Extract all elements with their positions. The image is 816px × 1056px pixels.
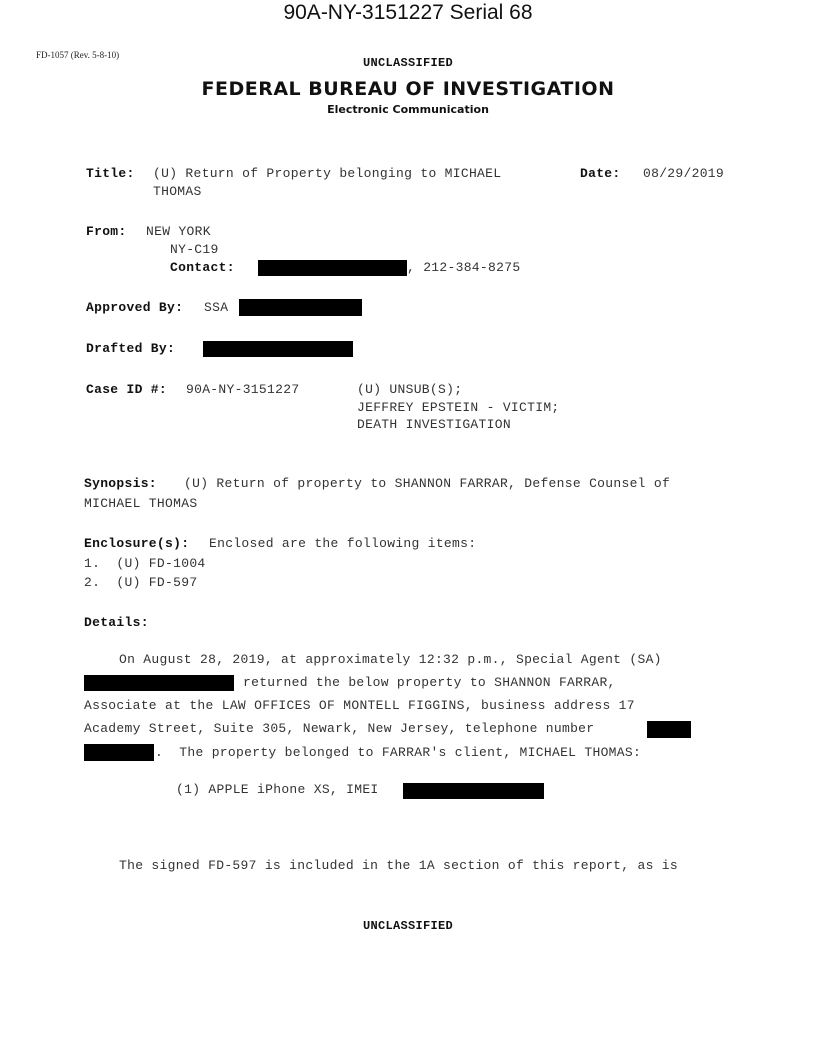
- details-line-3: Associate at the LAW OFFICES OF MONTELL FIGGINS, business address 17: [84, 698, 635, 713]
- approved-by-value: SSA: [204, 300, 229, 315]
- case-desc-2: JEFFREY EPSTEIN - VICTIM;: [357, 400, 560, 415]
- case-id-value: 90A-NY-3151227: [186, 382, 300, 397]
- case-id-label: Case ID #:: [86, 382, 168, 397]
- contact-label: Contact:: [170, 260, 235, 275]
- enclosures-intro: Enclosed are the following items:: [209, 536, 477, 551]
- form-number: FD-1057 (Rev. 5-8-10): [36, 50, 120, 60]
- classification-top: UNCLASSIFIED: [362, 56, 453, 70]
- from-office: NEW YORK: [146, 224, 211, 239]
- classification-bottom: UNCLASSIFIED: [362, 919, 453, 933]
- details-label: Details:: [84, 615, 149, 630]
- redaction-phone-part-2: [84, 744, 154, 761]
- details-line-2: returned the below property to SHANNON FARRAR,: [243, 675, 616, 690]
- from-squad: NY-C19: [170, 242, 219, 257]
- title-label: Title:: [86, 166, 135, 181]
- synopsis-label: Synopsis:: [84, 476, 157, 491]
- enclosure-item: 2. (U) FD-597: [84, 575, 198, 590]
- title-line-1: (U) Return of Property belonging to MICHAEL: [153, 166, 502, 181]
- serial-number: 90A-NY-3151227 Serial 68: [283, 1, 533, 24]
- details-paragraph-2: The signed FD-597 is included in the 1A section of this report, as is: [119, 858, 678, 873]
- enclosures-label: Enclosure(s):: [84, 536, 190, 551]
- redaction-phone-part-1: [647, 721, 691, 738]
- date-label: Date:: [580, 166, 621, 181]
- redaction-agent-name: [84, 675, 234, 691]
- from-label: From:: [86, 224, 127, 239]
- document-type: Electronic Communication: [327, 103, 489, 116]
- agency-title: FEDERAL BUREAU OF INVESTIGATION: [201, 78, 615, 100]
- enclosure-item: 1. (U) FD-1004: [84, 556, 206, 571]
- title-line-2: THOMAS: [153, 184, 202, 199]
- redaction-approver: [239, 299, 362, 316]
- details-line-5: . The property belonged to FARRAR's client, MICHAEL THOMAS:: [155, 745, 642, 760]
- drafted-by-label: Drafted By:: [86, 341, 176, 356]
- case-desc-1: (U) UNSUB(S);: [357, 382, 463, 397]
- approved-by-label: Approved By:: [86, 300, 184, 315]
- date-value: 08/29/2019: [643, 166, 725, 181]
- redaction-drafter: [203, 341, 353, 357]
- synopsis-line-1: (U) Return of property to SHANNON FARRAR, Defense Counsel of: [184, 476, 671, 491]
- details-line-1: On August 28, 2019, at approximately 12:32 p.m., Special Agent (SA): [119, 652, 662, 667]
- redaction-imei: [403, 783, 544, 799]
- property-item: (1) APPLE iPhone XS, IMEI: [176, 782, 379, 797]
- contact-phone: , 212-384-8275: [407, 260, 521, 275]
- synopsis-line-2: MICHAEL THOMAS: [84, 496, 198, 511]
- details-line-4: Academy Street, Suite 305, Newark, New Jersey, telephone number: [84, 721, 595, 736]
- redaction-contact-name: [258, 260, 407, 276]
- case-desc-3: DEATH INVESTIGATION: [357, 417, 511, 432]
